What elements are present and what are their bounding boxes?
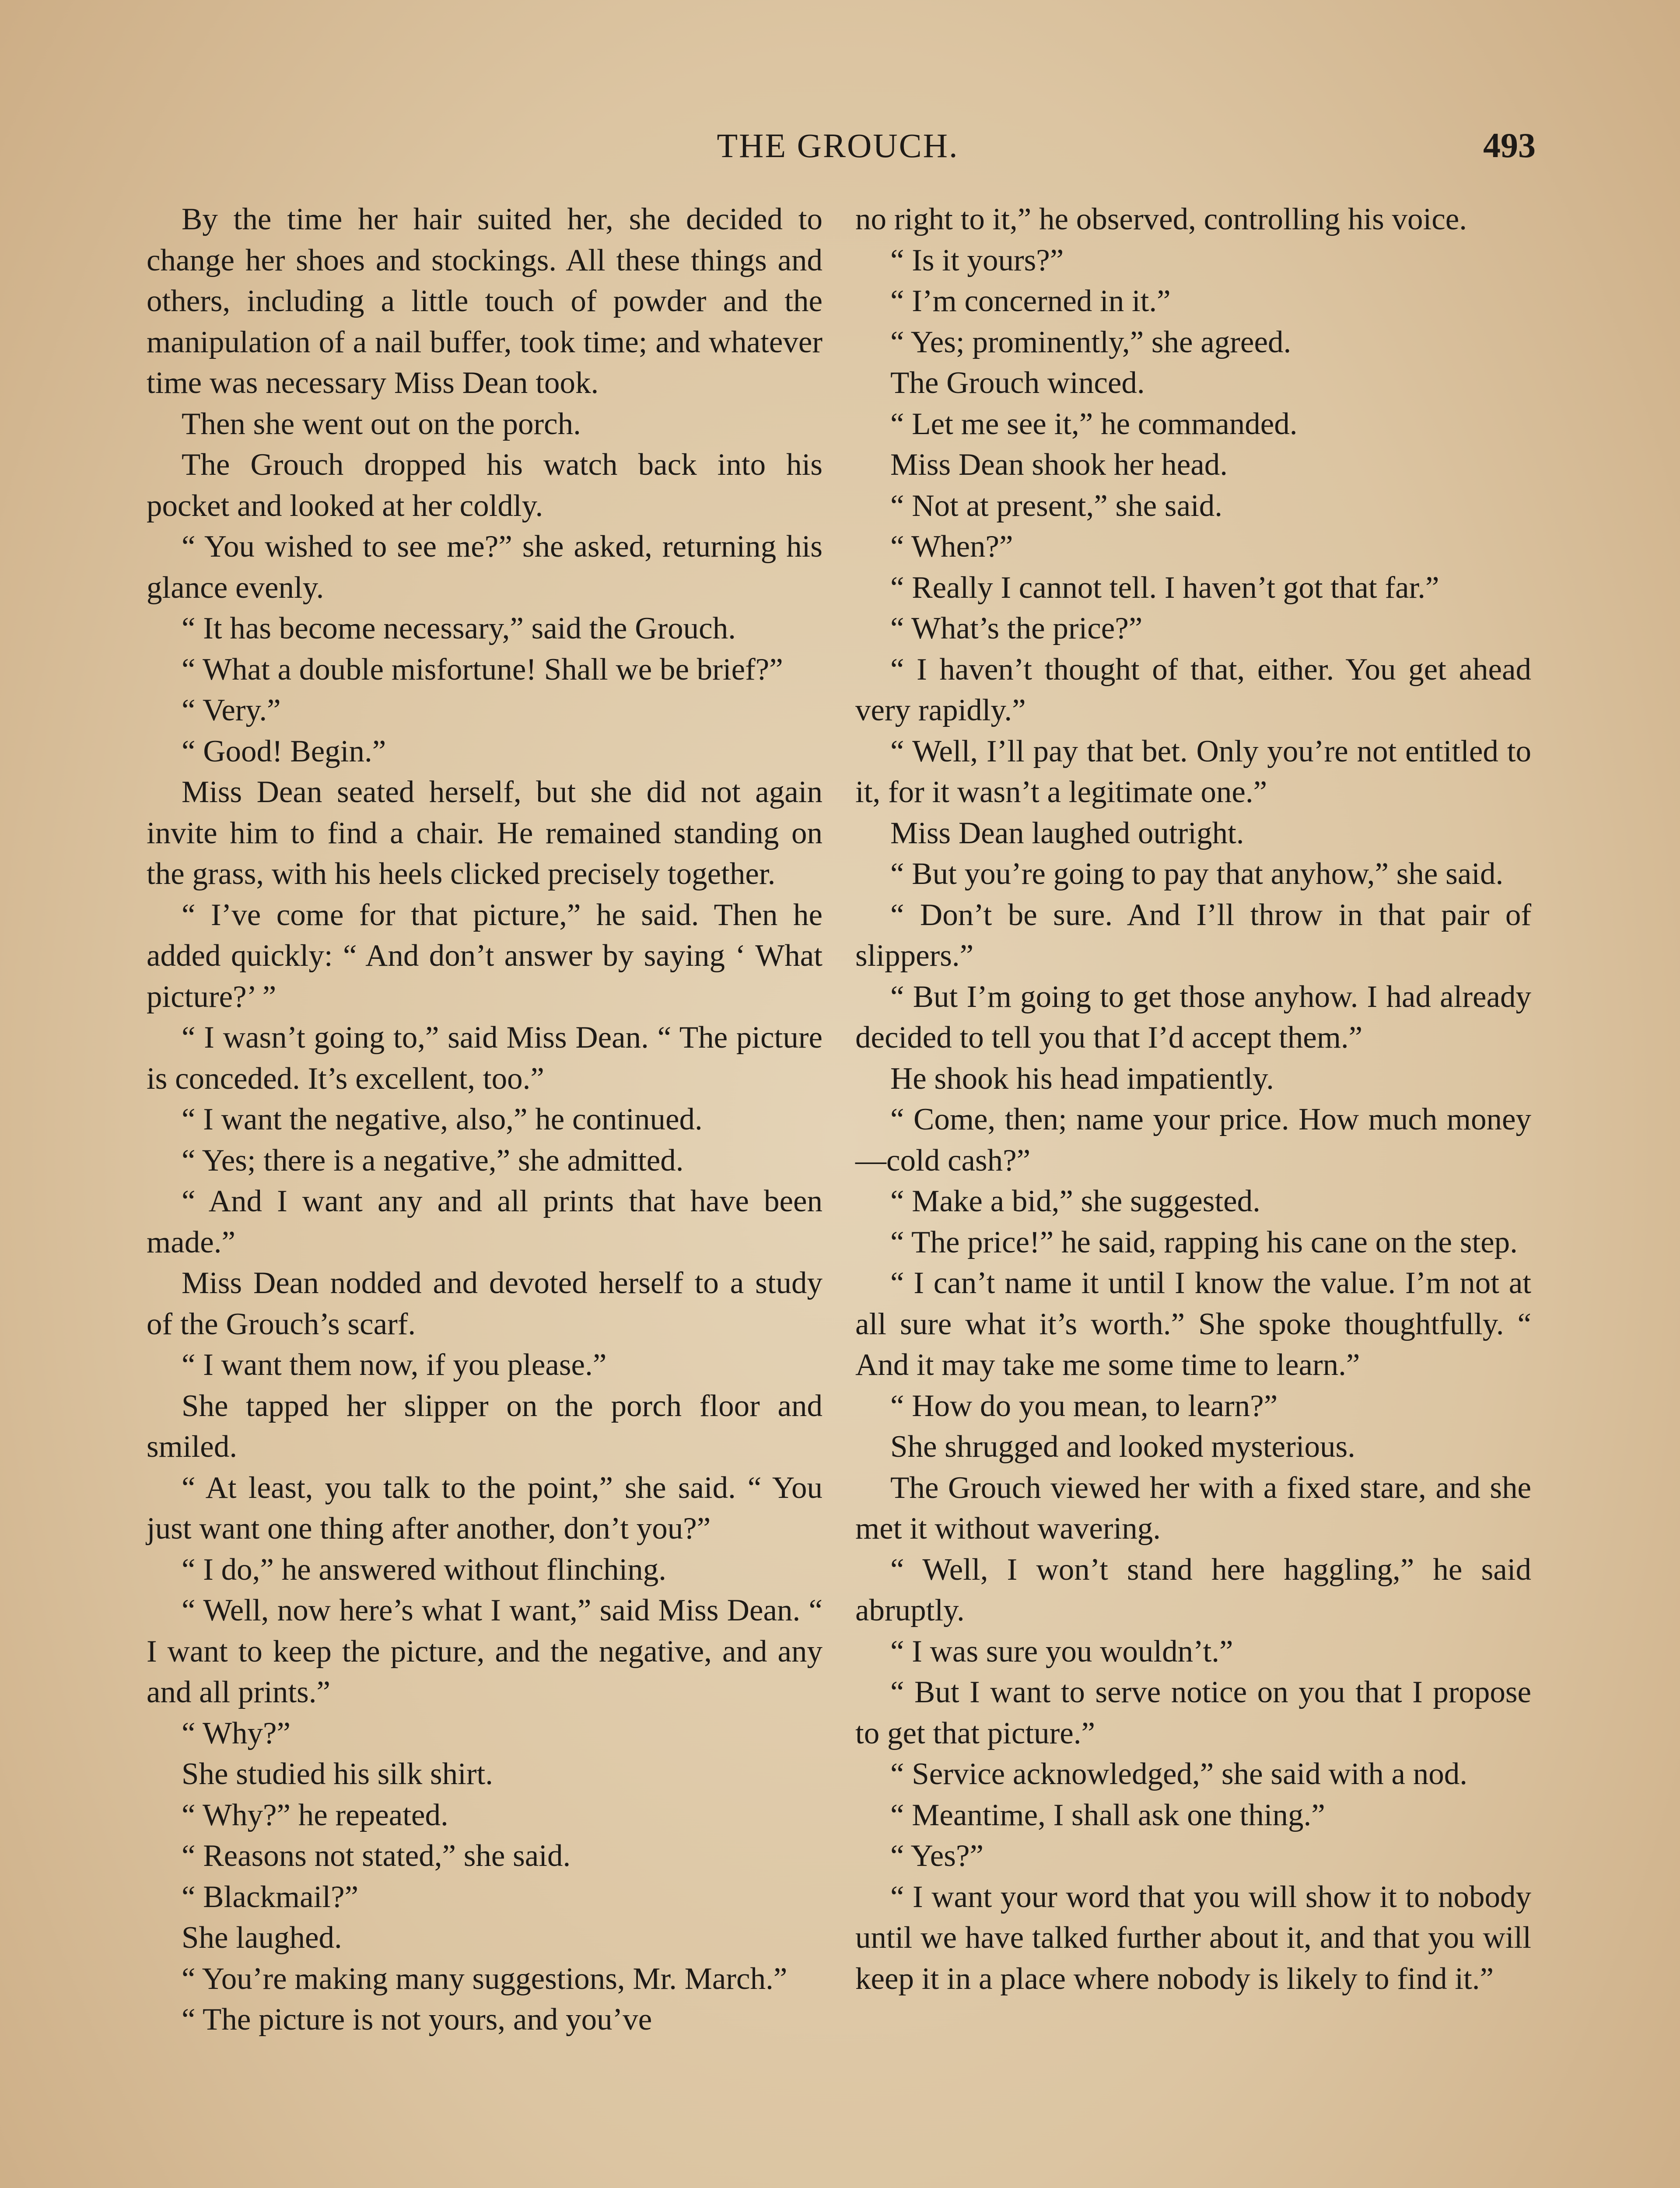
paragraph: The Grouch winced. bbox=[890, 366, 1145, 400]
paragraph: “ It has become necessary,” said the Grouch. bbox=[182, 611, 736, 645]
paragraph: “ I can’t name it until I know the value. I’m not at all sure what it’s worth.” She spoke thoughtfully. “ And it may take me some time to learn.” bbox=[855, 1266, 1531, 1382]
paragraph: “ Well, now here’s what I want,” said Miss Dean. “ I want to keep the picture, and the negative, and any and all prints.” bbox=[147, 1593, 822, 1709]
paragraph: “ I want them now, if you please.” bbox=[182, 1348, 607, 1382]
paragraph: “ Reasons not stated,” she said. bbox=[182, 1839, 571, 1873]
paragraph: The Grouch viewed her with a fixed stare, and she met it without wavering. bbox=[855, 1470, 1531, 1546]
paragraph: “ I want your word that you will show it to nobody until we have talked further about it, and that you will keep it in a place where nobody is likely to find it.” bbox=[855, 1879, 1531, 1996]
paragraph: “ Make a bid,” she suggested. bbox=[890, 1184, 1260, 1218]
running-head bbox=[140, 126, 1536, 174]
paragraph: “ I want the negative, also,” he continued. bbox=[182, 1102, 703, 1136]
paragraph: “ I wasn’t going to,” said Miss Dean. “ The picture is conceded. It’s excellent, too.” bbox=[147, 1020, 822, 1096]
paragraph: “ Well, I’ll pay that bet. Only you’re not entitled to it, for it wasn’t a legitimate one.” bbox=[855, 734, 1531, 809]
paragraph: “ Good! Begin.” bbox=[182, 734, 386, 768]
paragraph: “ Not at present,” she said. bbox=[890, 488, 1223, 523]
paragraph: “ The picture is not yours, and you’ve bbox=[182, 2002, 652, 2037]
paragraph: She shrugged and looked mysterious. bbox=[890, 1430, 1355, 1464]
paragraph: “ The price!” he said, rapping his cane on the step. bbox=[890, 1225, 1518, 1259]
page-number: 493 bbox=[1483, 126, 1536, 165]
paragraph: no right to it,” he observed, controlling his voice. bbox=[855, 202, 1467, 236]
paragraph: “ At least, you talk to the point,” she said. “ You just want one thing after another, don’t you?” bbox=[147, 1470, 822, 1546]
paragraph: “ Really I cannot tell. I haven’t got that far.” bbox=[890, 570, 1439, 605]
paragraph: “ Let me see it,” he commanded. bbox=[890, 407, 1298, 441]
right-column bbox=[855, 199, 1531, 1999]
paragraph: “ And I want any and all prints that have been made.” bbox=[147, 1184, 822, 1259]
paragraph: “ I haven’t thought of that, either. You get ahead very rapidly.” bbox=[855, 652, 1531, 727]
paragraph: Then she went out on the porch. bbox=[182, 407, 581, 441]
paragraph: “ I’m concerned in it.” bbox=[890, 284, 1171, 318]
paragraph: “ You wished to see me?” she asked, returning his glance evenly. bbox=[147, 529, 822, 605]
paragraph: She studied his silk shirt. bbox=[182, 1757, 494, 1791]
paragraph: “ I do,” he answered without flinching. bbox=[182, 1552, 667, 1587]
paragraph: Miss Dean laughed outright. bbox=[890, 816, 1244, 850]
paragraph: “ Yes; prominently,” she agreed. bbox=[890, 325, 1292, 359]
paragraph: “ Service acknowledged,” she said with a nod. bbox=[890, 1757, 1467, 1791]
paragraph: She tapped her slipper on the porch floor and smiled. bbox=[147, 1389, 822, 1464]
paragraph: “ I was sure you wouldn’t.” bbox=[890, 1634, 1233, 1669]
running-title: THE GROUCH. bbox=[717, 126, 959, 165]
paragraph: “ Well, I won’t stand here haggling,” he said abruptly. bbox=[855, 1552, 1531, 1627]
paragraph: “ I’ve come for that picture,” he said. Then he added quickly: “ And don’t answer by saying ‘ What picture?’ ” bbox=[147, 898, 822, 1014]
paragraph: “ Don’t be sure. And I’ll throw in that pair of slippers.” bbox=[855, 898, 1531, 973]
paragraph: “ What a double misfortune! Shall we be brief?” bbox=[182, 652, 783, 687]
paragraph: “ Why?” bbox=[182, 1716, 291, 1750]
paragraph: Miss Dean shook her head. bbox=[890, 448, 1228, 482]
paragraph: “ Meantime, I shall ask one thing.” bbox=[890, 1798, 1325, 1832]
paragraph: She laughed. bbox=[182, 1921, 342, 1955]
paragraph: “ Is it yours?” bbox=[890, 243, 1064, 277]
paragraph: “ Blackmail?” bbox=[182, 1879, 359, 1914]
paragraph: “ But I’m going to get those anyhow. I had already decided to tell you that I’d accept them.” bbox=[855, 979, 1531, 1055]
paragraph: “ Come, then; name your price. How much money—cold cash?” bbox=[855, 1102, 1531, 1178]
paragraph: “ When?” bbox=[890, 529, 1013, 564]
paragraph: “ But you’re going to pay that anyhow,” she said. bbox=[890, 857, 1504, 891]
paragraph: “ What’s the price?” bbox=[890, 611, 1143, 645]
paragraph: The Grouch dropped his watch back into his pocket and looked at her coldly. bbox=[147, 448, 822, 523]
paragraph: Miss Dean nodded and devoted herself to a study of the Grouch’s scarf. bbox=[147, 1266, 822, 1341]
paragraph: “ Very.” bbox=[182, 693, 281, 727]
paragraph: “ Yes?” bbox=[890, 1839, 984, 1873]
paragraph: “ But I want to serve notice on you that I propose to get that picture.” bbox=[855, 1675, 1531, 1750]
paragraph: Miss Dean seated herself, but she did not again invite him to find a chair. He remained standing on the grass, with his heels clicked precisely together. bbox=[147, 775, 822, 891]
paragraph: He shook his head impatiently. bbox=[890, 1061, 1274, 1096]
paragraph: By the time her hair suited her, she decided to change her shoes and stockings. All these things and others, including a little touch of powder and the manipulation of a nail buffer, took time; and whatever time was necessary Miss Dean took. bbox=[147, 202, 822, 400]
paragraph: “ How do you mean, to learn?” bbox=[890, 1389, 1278, 1423]
paragraph: “ You’re making many suggestions, Mr. March.” bbox=[182, 1961, 788, 1996]
left-column bbox=[147, 199, 822, 2041]
paragraph: “ Why?” he repeated. bbox=[182, 1798, 448, 1832]
paragraph: “ Yes; there is a negative,” she admitted. bbox=[182, 1143, 684, 1178]
